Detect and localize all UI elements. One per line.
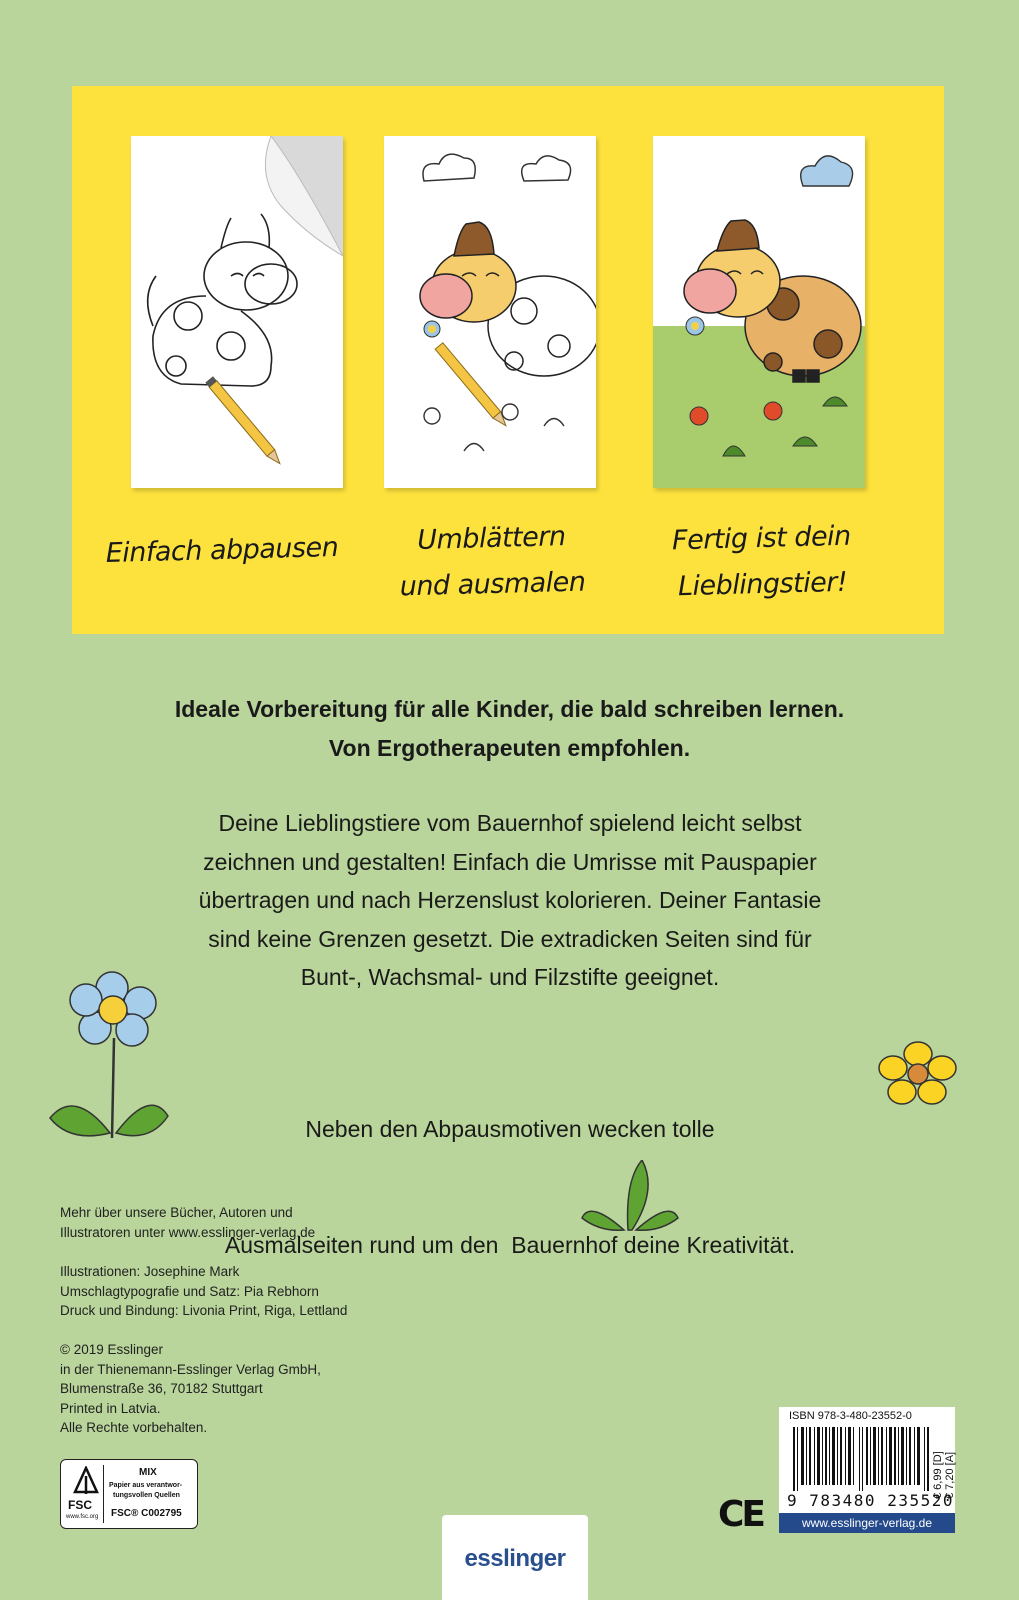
text-line: Illustrationen: Josephine Mark xyxy=(60,1264,240,1279)
price-austria: € 7,20 [A] xyxy=(944,1451,956,1499)
caption-step-1: Einfach abpausen xyxy=(105,531,339,570)
barcode-number: 9 783480 235520 xyxy=(787,1491,954,1510)
price-germany: € 6,99 [D] xyxy=(932,1451,944,1499)
blue-flower-illustration xyxy=(40,968,170,1148)
text-line: © 2019 Esslinger xyxy=(60,1342,164,1357)
headline xyxy=(0,690,1019,768)
text-line: Mehr über unsere Bücher, Autoren und xyxy=(60,1205,293,1220)
imprint-credits xyxy=(60,1262,347,1321)
description-paragraph-1 xyxy=(160,804,860,997)
step-card-finished xyxy=(653,136,865,488)
fsc-text-2: tungsvollen Quellen xyxy=(113,1492,180,1499)
headline-line-2: Von Ergotherapeuten empfohlen. xyxy=(328,735,691,761)
barcode-bars xyxy=(793,1427,929,1491)
isbn-number: ISBN 978-3-480-23552-0 xyxy=(789,1410,912,1422)
text-line: Printed in Latvia. xyxy=(60,1400,161,1416)
text-line: Ausmalseiten rund um den Bauernhof deine Kreativität. xyxy=(224,1231,796,1258)
instruction-panel xyxy=(72,86,944,634)
text-line: Deine Lieblingstiere vom Bauernhof spielend leicht selbst xyxy=(218,810,802,836)
imprint-copyright xyxy=(60,1340,321,1438)
cow-colored-illustration xyxy=(653,136,865,488)
isbn-barcode xyxy=(779,1407,955,1533)
text-line: Neben den Abpausmotiven wecken tolle xyxy=(305,1116,715,1142)
imprint-more-info xyxy=(60,1203,315,1242)
fsc-logo xyxy=(60,1459,198,1529)
text-line: zeichnen und gestalten! Einfach die Umrisse mit Pauspapier xyxy=(203,848,817,875)
fsc-url: www.fsc.org xyxy=(66,1514,99,1520)
fsc-label: FSC xyxy=(68,1498,92,1512)
cow-partly-colored-illustration xyxy=(384,136,596,488)
fsc-tree-icon xyxy=(69,1466,103,1496)
caption-step-3: Fertig ist dein Lieblingstier! xyxy=(671,520,852,603)
yellow-flower-illustration xyxy=(878,1040,958,1108)
publisher-logo-text: esslinger xyxy=(464,1545,566,1572)
text-line: in der Thienemann-Esslinger Verlag GmbH, xyxy=(60,1361,321,1377)
cow-outline-illustration xyxy=(131,136,343,488)
publisher-url: www.esslinger-verlag.de xyxy=(779,1513,955,1533)
text-line: übertragen und nach Herzenslust kolorieren. Deiner Fantasie xyxy=(198,887,822,913)
fsc-mix: MIX xyxy=(139,1467,157,1478)
green-leaves-illustration xyxy=(580,1160,680,1232)
text-line: Illustratoren unter www.esslinger-verlag.de xyxy=(60,1224,316,1240)
ce-mark: CE xyxy=(718,1494,764,1535)
text-line: sind keine Grenzen gesetzt. Die extradicken Seiten sind für xyxy=(208,925,812,952)
step-card-trace xyxy=(131,136,343,488)
fsc-text-1: Papier aus verantwor- xyxy=(109,1482,183,1489)
headline-line-1: Ideale Vorbereitung für alle Kinder, die bald schreiben lernen. xyxy=(174,696,845,722)
caption-step-2: Umblättern und ausmalen xyxy=(399,521,586,603)
text-line: Alle Rechte vorbehalten. xyxy=(60,1420,208,1435)
text-line: Bunt-, Wachsmal- und Filzstifte geeignet. xyxy=(300,964,720,990)
publisher-logo xyxy=(442,1515,588,1600)
text-line: Umschlagtypografie und Satz: Pia Rebhorn xyxy=(60,1283,319,1299)
step-card-color xyxy=(384,136,596,488)
text-line: Druck und Bindung: Livonia Print, Riga, Lettland xyxy=(60,1303,348,1318)
text-line: Blumenstraße 36, 70182 Stuttgart xyxy=(60,1381,263,1396)
fsc-code: FSC® C002795 xyxy=(111,1508,182,1519)
